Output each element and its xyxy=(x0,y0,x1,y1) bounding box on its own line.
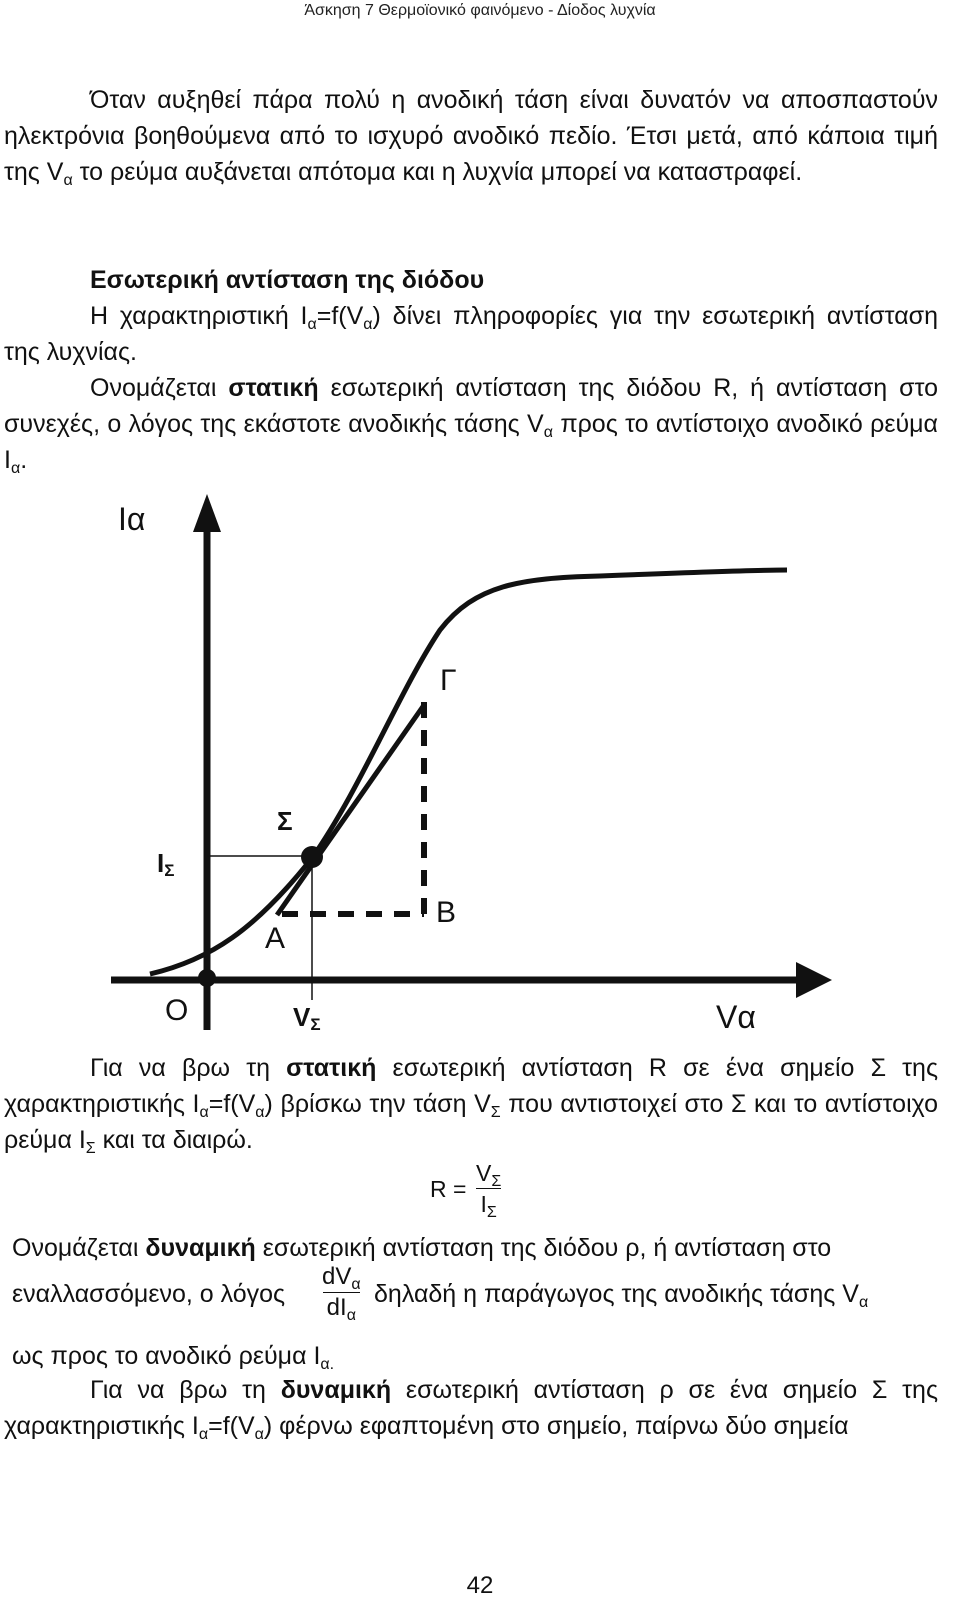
running-header: Άσκηση 7 Θερμοϊονικό φαινόμενο - Δίοδος λυχνία xyxy=(304,2,656,19)
paragraph-static-definition: Ονομάζεται στατική εσωτερική αντίσταση της διόδου R, ή αντίσταση στο συνεχές, ο λόγος της εκάστοτε ανοδικής τάσης $V_\alpha$ προς το αντίστοιχο ανοδικό ρεύμα $I_\alpha$. xyxy=(4,374,939,477)
page-number: 42 xyxy=(466,1572,494,1599)
paragraph-dynamic-ratio-cont: δηλαδή η παράγωγος της ανοδικής τάσης $V_\alpha$ xyxy=(374,1280,869,1311)
origin-label: O xyxy=(165,994,189,1027)
paragraph-dynamic-definition: Ονομάζεται δυναμική εσωτερική αντίσταση της διόδου ρ, ή αντίσταση στο xyxy=(12,1234,832,1262)
x-axis-label: Vα xyxy=(716,999,756,1035)
y-axis-label: Iα xyxy=(118,501,146,537)
y-axis-arrow xyxy=(193,494,221,532)
x-axis-arrow xyxy=(796,962,832,998)
point-sigma-label: Σ xyxy=(277,806,293,836)
paragraph-dynamic-current: ως προς το ανοδικό ρεύμα $I_{\alpha.}$ xyxy=(12,1342,335,1373)
paragraph-breakdown: Όταν αυξηθεί πάρα πολύ η ανοδική τάση είναι δυνατόν να αποσπαστούν ηλεκτρόνια βοηθούμενα από το ισχυρό ανοδικό πεδίο. Έτσι μετά, από κάποια τιμή της $V_\alpha$ το ρεύμα αυξάνεται απότομα και η λυχνία μπορεί να καταστραφεί. xyxy=(4,86,938,189)
characteristic-curve xyxy=(150,570,787,974)
point-b-label: B xyxy=(436,896,457,929)
current-sigma-label: IΣ xyxy=(157,848,175,880)
voltage-sigma-label: VΣ xyxy=(293,1002,321,1034)
point-gamma-label: Γ xyxy=(440,664,457,697)
point-sigma-marker xyxy=(301,846,323,868)
origin-marker xyxy=(198,969,216,987)
derivative-fraction: $dV_\alpha$ $dI_\alpha$ xyxy=(322,1263,361,1324)
diode-characteristic-figure xyxy=(0,490,960,1070)
paragraph-dynamic-method: Για να βρω τη δυναμική εσωτερική αντίσταση ρ σε ένα σημείο Σ της χαρακτηριστικής $I_\alpha=f(V_\alpha)$ φέρνω εφαπτομένη στο σημείο, παίρνω δύο σημεία xyxy=(4,1376,938,1443)
point-a-label: A xyxy=(265,922,286,955)
section-heading: Εσωτερική αντίσταση της διόδου xyxy=(90,266,485,294)
paragraph-static-method: Για να βρω τη στατική εσωτερική αντίσταση R σε ένα σημείο Σ της χαρακτηριστικής $I_\alpha=f(V_\alpha)$ βρίσκω την τάση $V_\Sigma$ που αντιστοιχεί στο Σ και το αντίστοιχο ρεύμα $I_\Sigma$ και τα διαιρώ. xyxy=(4,1054,938,1157)
paragraph-dynamic-ratio: εναλλασσόμενο, ο λόγος xyxy=(12,1280,286,1308)
tangent-line xyxy=(277,705,424,915)
static-resistance-fraction: $\frac{V_\Sigma}{I_\Sigma}$ xyxy=(476,1160,502,1221)
paragraph-characteristic: Η χαρακτηριστική $I_\alpha=f(V_\alpha)$ δίνει πληροφορίες για την εσωτερική αντίσταση της λυχνίας. xyxy=(4,302,938,366)
static-resistance-equation: R = xyxy=(430,1176,467,1202)
